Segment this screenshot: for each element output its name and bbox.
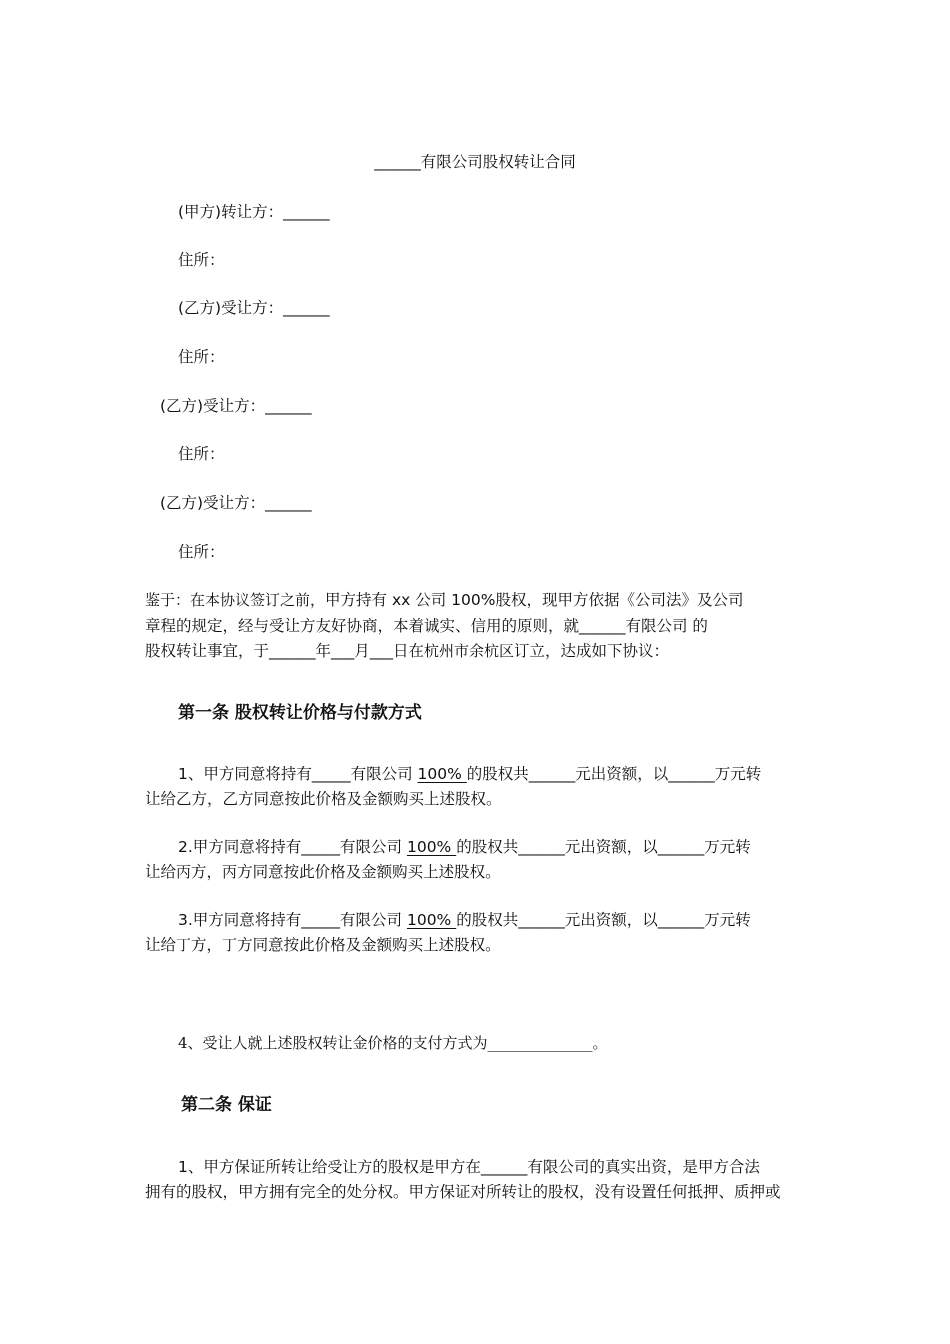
party-c-transferee: (乙方)受让方：______ — [160, 397, 312, 415]
item-text: 方同意按此价格及金额购买上述股权。 — [237, 863, 501, 881]
item-text: 1、甲方保证所转让给 — [178, 1158, 328, 1176]
article-1-item-1-line-2: 让给乙方，乙方同意按此价格及金额购买上述股权。 — [145, 790, 502, 808]
party-d-address: 住所： — [178, 543, 225, 561]
recital-text-1: 甲方持有 xx 公司 100%股权，现甲方依据《公司法》及公司 — [325, 591, 744, 609]
item-text: 的股权是甲方在______有限公司的真实出资，是甲方合法 — [372, 1158, 760, 1176]
party-b-transferee: (乙方)受让方：______ — [178, 299, 330, 317]
article-1-item-4: 4、受让人就上述股权转让金价格的支付方式为______________。 — [178, 1034, 608, 1052]
item-text: 让给 — [145, 863, 177, 881]
article-1-item-2-line-2 — [145, 862, 501, 882]
item-text: 方， — [191, 936, 223, 954]
party-name: 丙 — [222, 863, 238, 881]
item-text: 方同意按此价格及金额购买上述股权。 — [237, 936, 501, 954]
article-2-heading: 第二条 保证 — [181, 1095, 272, 1115]
item-text: 2.甲方同意将持有_____有限公司 — [178, 838, 407, 856]
item-text: 方， — [191, 863, 223, 881]
item-text: 1、甲方同意将持有_____有限公司 — [178, 765, 418, 783]
party-name: 丁 — [222, 936, 238, 954]
article-1-item-3-line-2 — [145, 935, 501, 955]
article-2-para-1-line-1 — [178, 1157, 760, 1177]
party-name: 丁 — [176, 936, 192, 954]
recital-prefix: 鉴于：在本协议签订之前， — [145, 591, 326, 609]
article-1-item-1-line-1 — [178, 764, 761, 784]
item-text: 3.甲方同意将持有_____有限公司 — [178, 911, 407, 929]
item-text: 让给 — [145, 936, 177, 954]
percent-value: 100% — [406, 838, 457, 856]
article-1-item-3-line-1 — [178, 910, 751, 930]
recital-place: 杭州市余杭区 — [424, 642, 515, 660]
recital-line-3 — [145, 641, 669, 661]
party-c-address: 住所： — [178, 445, 225, 463]
recital-text-3c: 订立，达成如下协议： — [514, 642, 670, 660]
article-2-para-1-line-2: 拥有的股权，甲方拥有完全的处分权。甲方保证对所转让的股权，没有设置任何抵押、质押或 — [145, 1183, 781, 1201]
party-name: 丙 — [176, 863, 192, 881]
percent-value: 100% — [406, 911, 457, 929]
party-d-transferee: (乙方)受让方：______ — [160, 494, 312, 512]
recital-text-3a: 股权转让事宜，于______年___月___日在 — [145, 642, 425, 660]
item-text: 的股权共______元出资额，以______万元转 — [456, 838, 751, 856]
item-text: 的股权共______元出资额，以______万元转 — [466, 765, 762, 783]
party-a-address: 住所： — [178, 251, 225, 269]
article-1-item-2-line-1 — [178, 837, 751, 857]
party-a-transferor: (甲方)转让方：______ — [178, 203, 330, 221]
party-b-address: 住所： — [178, 348, 225, 366]
item-text: 的股权共______元出资额，以______万元转 — [456, 911, 751, 929]
party-name: 受让方 — [327, 1158, 373, 1176]
percent-value: 100% — [417, 765, 467, 783]
recital-line-2: 章程的规定，经与受让方友好协商，本着诚实、信用的原则，就______有限公司 的 — [145, 617, 708, 635]
recital-line-1 — [145, 590, 743, 610]
document-title: ______有限公司股权转让合同 — [374, 153, 576, 171]
article-1-heading: 第一条 股权转让价格与付款方式 — [178, 703, 422, 723]
